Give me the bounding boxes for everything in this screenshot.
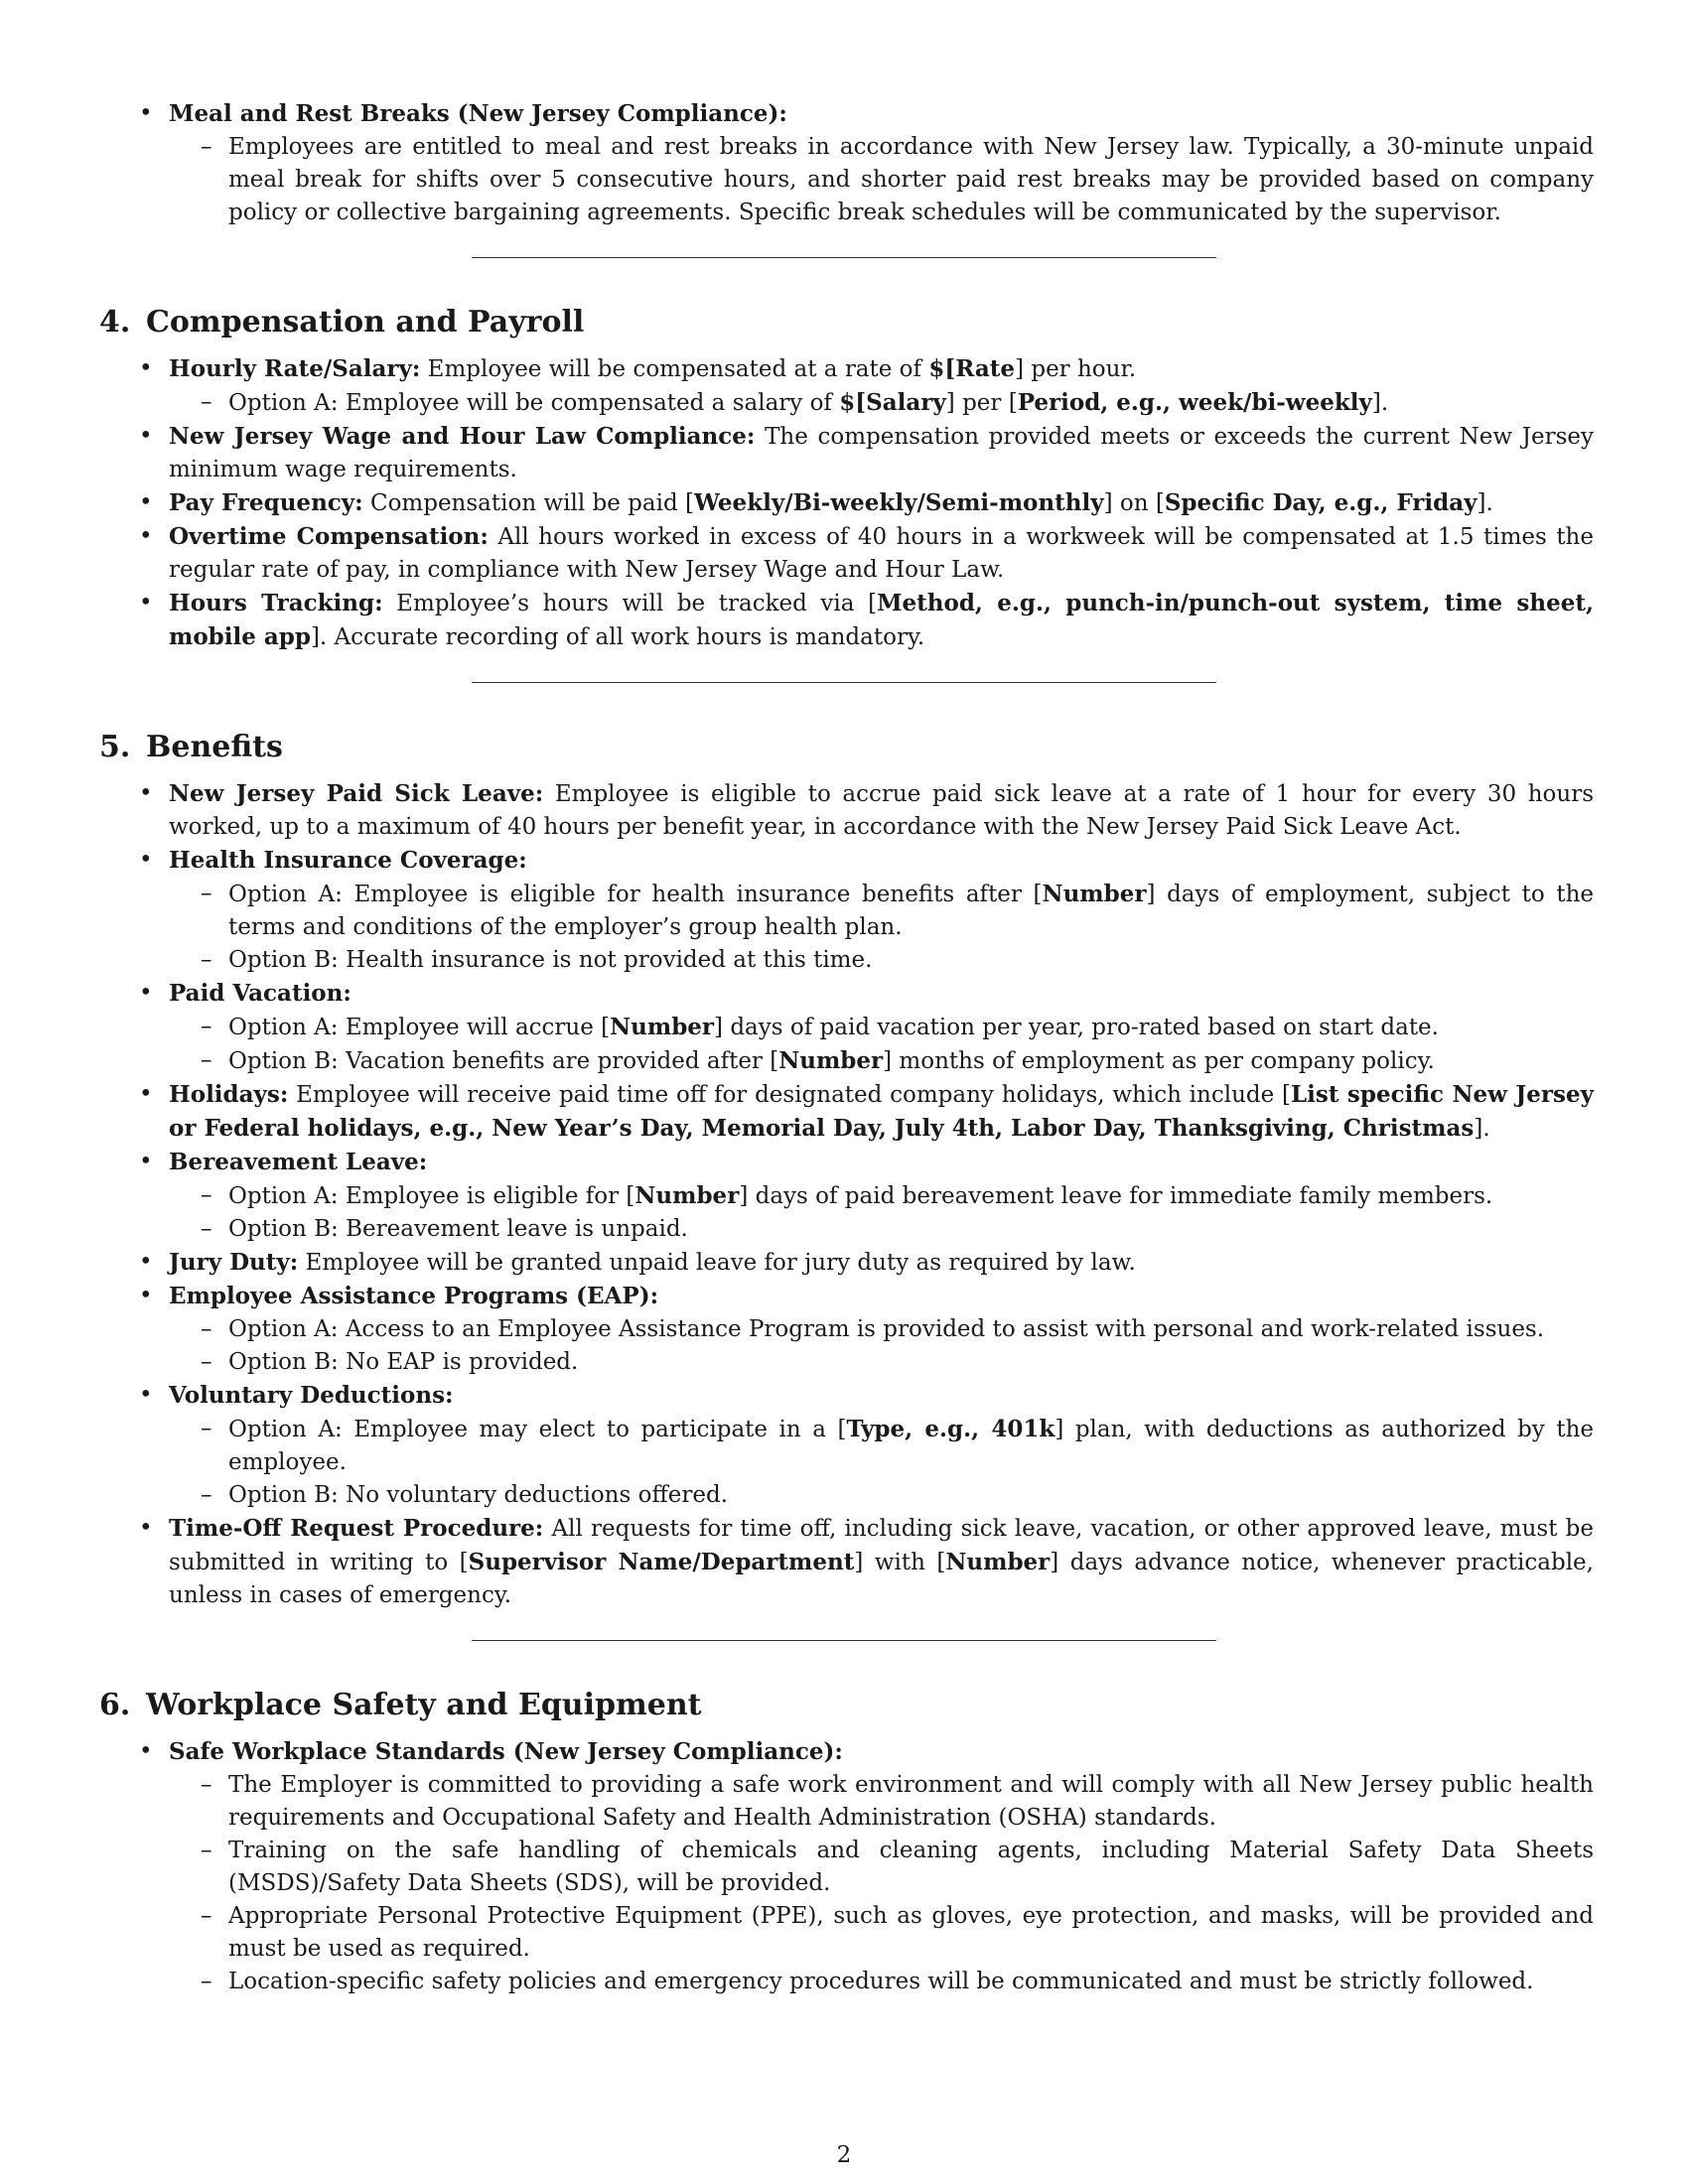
placeholder-field: Supervisor Name/Department xyxy=(468,1549,855,1575)
section-number: 6. xyxy=(99,1688,131,1722)
item-label: Holidays: xyxy=(169,1081,289,1108)
sub-list xyxy=(169,1769,1594,1998)
item-text: Option B: No EAP is provided. xyxy=(228,1349,579,1375)
item-text: Option A: Employee will accrue [ xyxy=(228,1015,611,1040)
sub-list-item xyxy=(169,1213,1594,1246)
item-text: Training on the safe handling of chemicals and cleaning agents, including Material Safety Data Sheets (MSDS)/Safety Data Sheets (SDS), will be provided. xyxy=(228,1838,1594,1896)
sub-list-item xyxy=(169,1011,1594,1044)
sub-list xyxy=(169,386,1594,420)
item-text: ] per [ xyxy=(945,390,1018,416)
item-text: Option A: Employee is eligible for [ xyxy=(228,1183,635,1209)
item-text: Compensation will be paid [ xyxy=(362,490,694,516)
section-title: Workplace Safety and Equipment xyxy=(146,1688,702,1722)
list-item xyxy=(99,352,1594,420)
sub-list-item xyxy=(169,1900,1594,1966)
item-text: Location-specific safety policies and emergency procedures will be communicated and must be strictly followed. xyxy=(228,1969,1534,1994)
list-item xyxy=(99,1280,1594,1379)
sub-list xyxy=(169,1313,1594,1379)
item-text: Appropriate Personal Protective Equipment (PPE), such as gloves, eye protection, and masks, will be provided and must be used as required. xyxy=(228,1903,1594,1962)
list-item xyxy=(99,420,1594,486)
sub-list xyxy=(169,131,1594,229)
placeholder-field: Specific Day, e.g., Friday xyxy=(1164,489,1477,516)
item-text: The Employer is committed to providing a safe work environment and will comply with all New Jersey public health requirements and Occupational Safety and Health Administration (OSHA) standards. xyxy=(228,1772,1594,1831)
safety-list xyxy=(99,1735,1594,1998)
placeholder-field: Weekly/Bi-weekly/Semi-monthly xyxy=(693,489,1104,516)
sub-list-item xyxy=(169,1346,1594,1379)
meal-breaks-list xyxy=(99,97,1594,229)
list-item xyxy=(99,844,1594,977)
item-label: Time-Off Request Procedure: xyxy=(169,1515,544,1542)
page-number: 2 xyxy=(836,2142,852,2168)
item-text: Employee will be compensated at a rate of xyxy=(420,356,929,382)
list-item xyxy=(99,1078,1594,1146)
item-text: Option A: Access to an Employee Assistance Program is provided to assist with personal and work-related issues. xyxy=(228,1316,1545,1342)
section-heading xyxy=(99,728,1594,767)
item-text: Option B: Bereavement leave is unpaid. xyxy=(228,1216,688,1242)
item-label: Safe Workplace Standards (New Jersey Compliance): xyxy=(169,1738,843,1765)
item-label: Bereavement Leave: xyxy=(169,1149,428,1175)
item-label: Voluntary Deductions: xyxy=(169,1382,454,1409)
item-text: ] days advance notice, whenever practicable, unless in cases of emergency. xyxy=(169,1550,1594,1608)
section-heading xyxy=(99,1686,1594,1725)
item-label: Overtime Compensation: xyxy=(169,523,489,550)
placeholder-field: Method, e.g., punch-in/punch-out system, time sheet, mobile app xyxy=(169,590,1594,650)
section-title: Compensation and Payroll xyxy=(146,305,585,340)
list-item xyxy=(99,1735,1594,1998)
item-text: ]. xyxy=(1371,390,1389,416)
placeholder-field: Number xyxy=(945,1549,1051,1575)
sub-list-item xyxy=(169,131,1594,229)
item-text: Option A: Employee will be compensated a salary of xyxy=(228,390,840,416)
item-text: Option B: Health insurance is not provided at this time. xyxy=(228,947,873,973)
item-text: Employee’s hours will be tracked via [ xyxy=(382,591,878,616)
item-text: ] days of paid bereavement leave for immediate family members. xyxy=(739,1183,1493,1209)
item-text: Employee will be granted unpaid leave for jury duty as required by law. xyxy=(298,1250,1136,1276)
placeholder-field: Number xyxy=(778,1047,884,1074)
placeholder-field: Number xyxy=(610,1014,715,1040)
item-label: Health Insurance Coverage: xyxy=(169,847,527,874)
item-label: New Jersey Wage and Hour Law Compliance: xyxy=(169,423,756,450)
item-label: Pay Frequency: xyxy=(169,489,363,516)
item-label: New Jersey Paid Sick Leave: xyxy=(169,780,544,807)
placeholder-field: $[Salary xyxy=(839,389,946,416)
placeholder-field: $[Rate xyxy=(928,355,1016,382)
item-text: All hours worked in excess of 40 hours in a workweek will be compensated at 1.5 times the regular rate of pay, in compliance with New Jersey Wage and Hour Law. xyxy=(169,524,1594,583)
item-text: ] on [ xyxy=(1103,490,1165,516)
sub-list-item xyxy=(169,386,1594,420)
placeholder-field: Number xyxy=(634,1182,740,1209)
section-title: Benefits xyxy=(146,730,283,764)
compensation-list xyxy=(99,352,1594,654)
item-text: ] months of employment as per company policy. xyxy=(883,1048,1435,1074)
sub-list-item xyxy=(169,1769,1594,1835)
sub-list-item xyxy=(169,1179,1594,1213)
sub-list-item xyxy=(169,944,1594,977)
item-text: ]. Accurate recording of all work hours is mandatory. xyxy=(310,624,925,650)
item-text: The compensation provided meets or exceeds the current New Jersey minimum wage requirements. xyxy=(169,424,1594,482)
list-item xyxy=(99,486,1594,520)
placeholder-field: List specific New Jersey or Federal holidays, e.g., New Year’s Day, Memorial Day, July 4th, Labor Day, Thanksgiving, Christmas xyxy=(169,1081,1594,1142)
item-text: ] plan, with deductions as authorized by the employee. xyxy=(228,1417,1594,1475)
sub-list xyxy=(169,1179,1594,1246)
sub-list-item xyxy=(169,1044,1594,1078)
sub-list-item xyxy=(169,1413,1594,1479)
item-label: Hours Tracking: xyxy=(169,590,383,616)
page-content xyxy=(99,97,1594,1998)
sub-list-item xyxy=(169,1835,1594,1900)
item-text: Option B: Vacation benefits are provided after [ xyxy=(228,1048,779,1074)
item-text: ] with [ xyxy=(854,1550,946,1575)
item-text: All requests for time off, including sick leave, vacation, or other approved leave, must be submitted in writing to [ xyxy=(169,1516,1594,1575)
list-item xyxy=(99,97,1594,229)
item-text: ]. xyxy=(1474,1116,1490,1142)
sub-list-item xyxy=(169,1966,1594,1998)
item-label: Meal and Rest Breaks (New Jersey Compliance): xyxy=(169,100,787,127)
item-text: Employees are entitled to meal and rest breaks in accordance with New Jersey law. Typically, a 30-minute unpaid meal break for shifts over 5 consecutive hours, and shorter paid rest breaks may be provided based on company policy or collective bargaining agreements. Specific break schedules will be communicated by the supervisor. xyxy=(228,134,1594,225)
list-item xyxy=(99,587,1594,654)
item-text: Employee will receive paid time off for designated company holidays, which include [ xyxy=(288,1082,1291,1108)
list-item xyxy=(99,1512,1594,1612)
item-label: Paid Vacation: xyxy=(169,980,352,1007)
list-item xyxy=(99,977,1594,1078)
item-text: Employee is eligible to accrue paid sick leave at a rate of 1 hour for every 30 hours worked, up to a maximum of 40 hours per benefit year, in accordance with the New Jersey Paid Sick Leave Act. xyxy=(169,781,1595,840)
list-item xyxy=(99,1146,1594,1246)
section-number: 5. xyxy=(99,730,131,764)
item-text: Option A: Employee is eligible for health insurance benefits after [ xyxy=(228,882,1043,907)
item-text: ] days of employment, subject to the terms and conditions of the employer’s group health plan. xyxy=(228,882,1594,940)
item-label: Employee Assistance Programs (EAP): xyxy=(169,1283,659,1309)
item-text: ]. xyxy=(1477,490,1493,516)
sub-list-item xyxy=(169,1479,1594,1512)
placeholder-field: Period, e.g., week/bi-weekly xyxy=(1017,389,1372,416)
list-item xyxy=(99,1379,1594,1512)
list-item xyxy=(99,777,1594,844)
item-text: ] per hour. xyxy=(1015,356,1137,382)
section-heading xyxy=(99,303,1594,342)
item-label: Hourly Rate/Salary: xyxy=(169,355,421,382)
sub-list xyxy=(169,1413,1594,1512)
benefits-list xyxy=(99,777,1594,1612)
sub-list xyxy=(169,878,1594,977)
placeholder-field: Number xyxy=(1042,881,1147,907)
placeholder-field: Type, e.g., 401k xyxy=(846,1416,1055,1442)
sub-list-item xyxy=(169,1313,1594,1346)
item-text: Option B: No voluntary deductions offered. xyxy=(228,1482,729,1508)
list-item xyxy=(99,1246,1594,1280)
list-item xyxy=(99,520,1594,587)
item-text: ] days of paid vacation per year, pro-rated based on start date. xyxy=(714,1015,1439,1040)
item-label: Jury Duty: xyxy=(169,1249,299,1276)
sub-list-item xyxy=(169,878,1594,944)
item-text: Option A: Employee may elect to participate in a [ xyxy=(228,1417,847,1442)
section-number: 4. xyxy=(99,305,131,340)
sub-list xyxy=(169,1011,1594,1078)
